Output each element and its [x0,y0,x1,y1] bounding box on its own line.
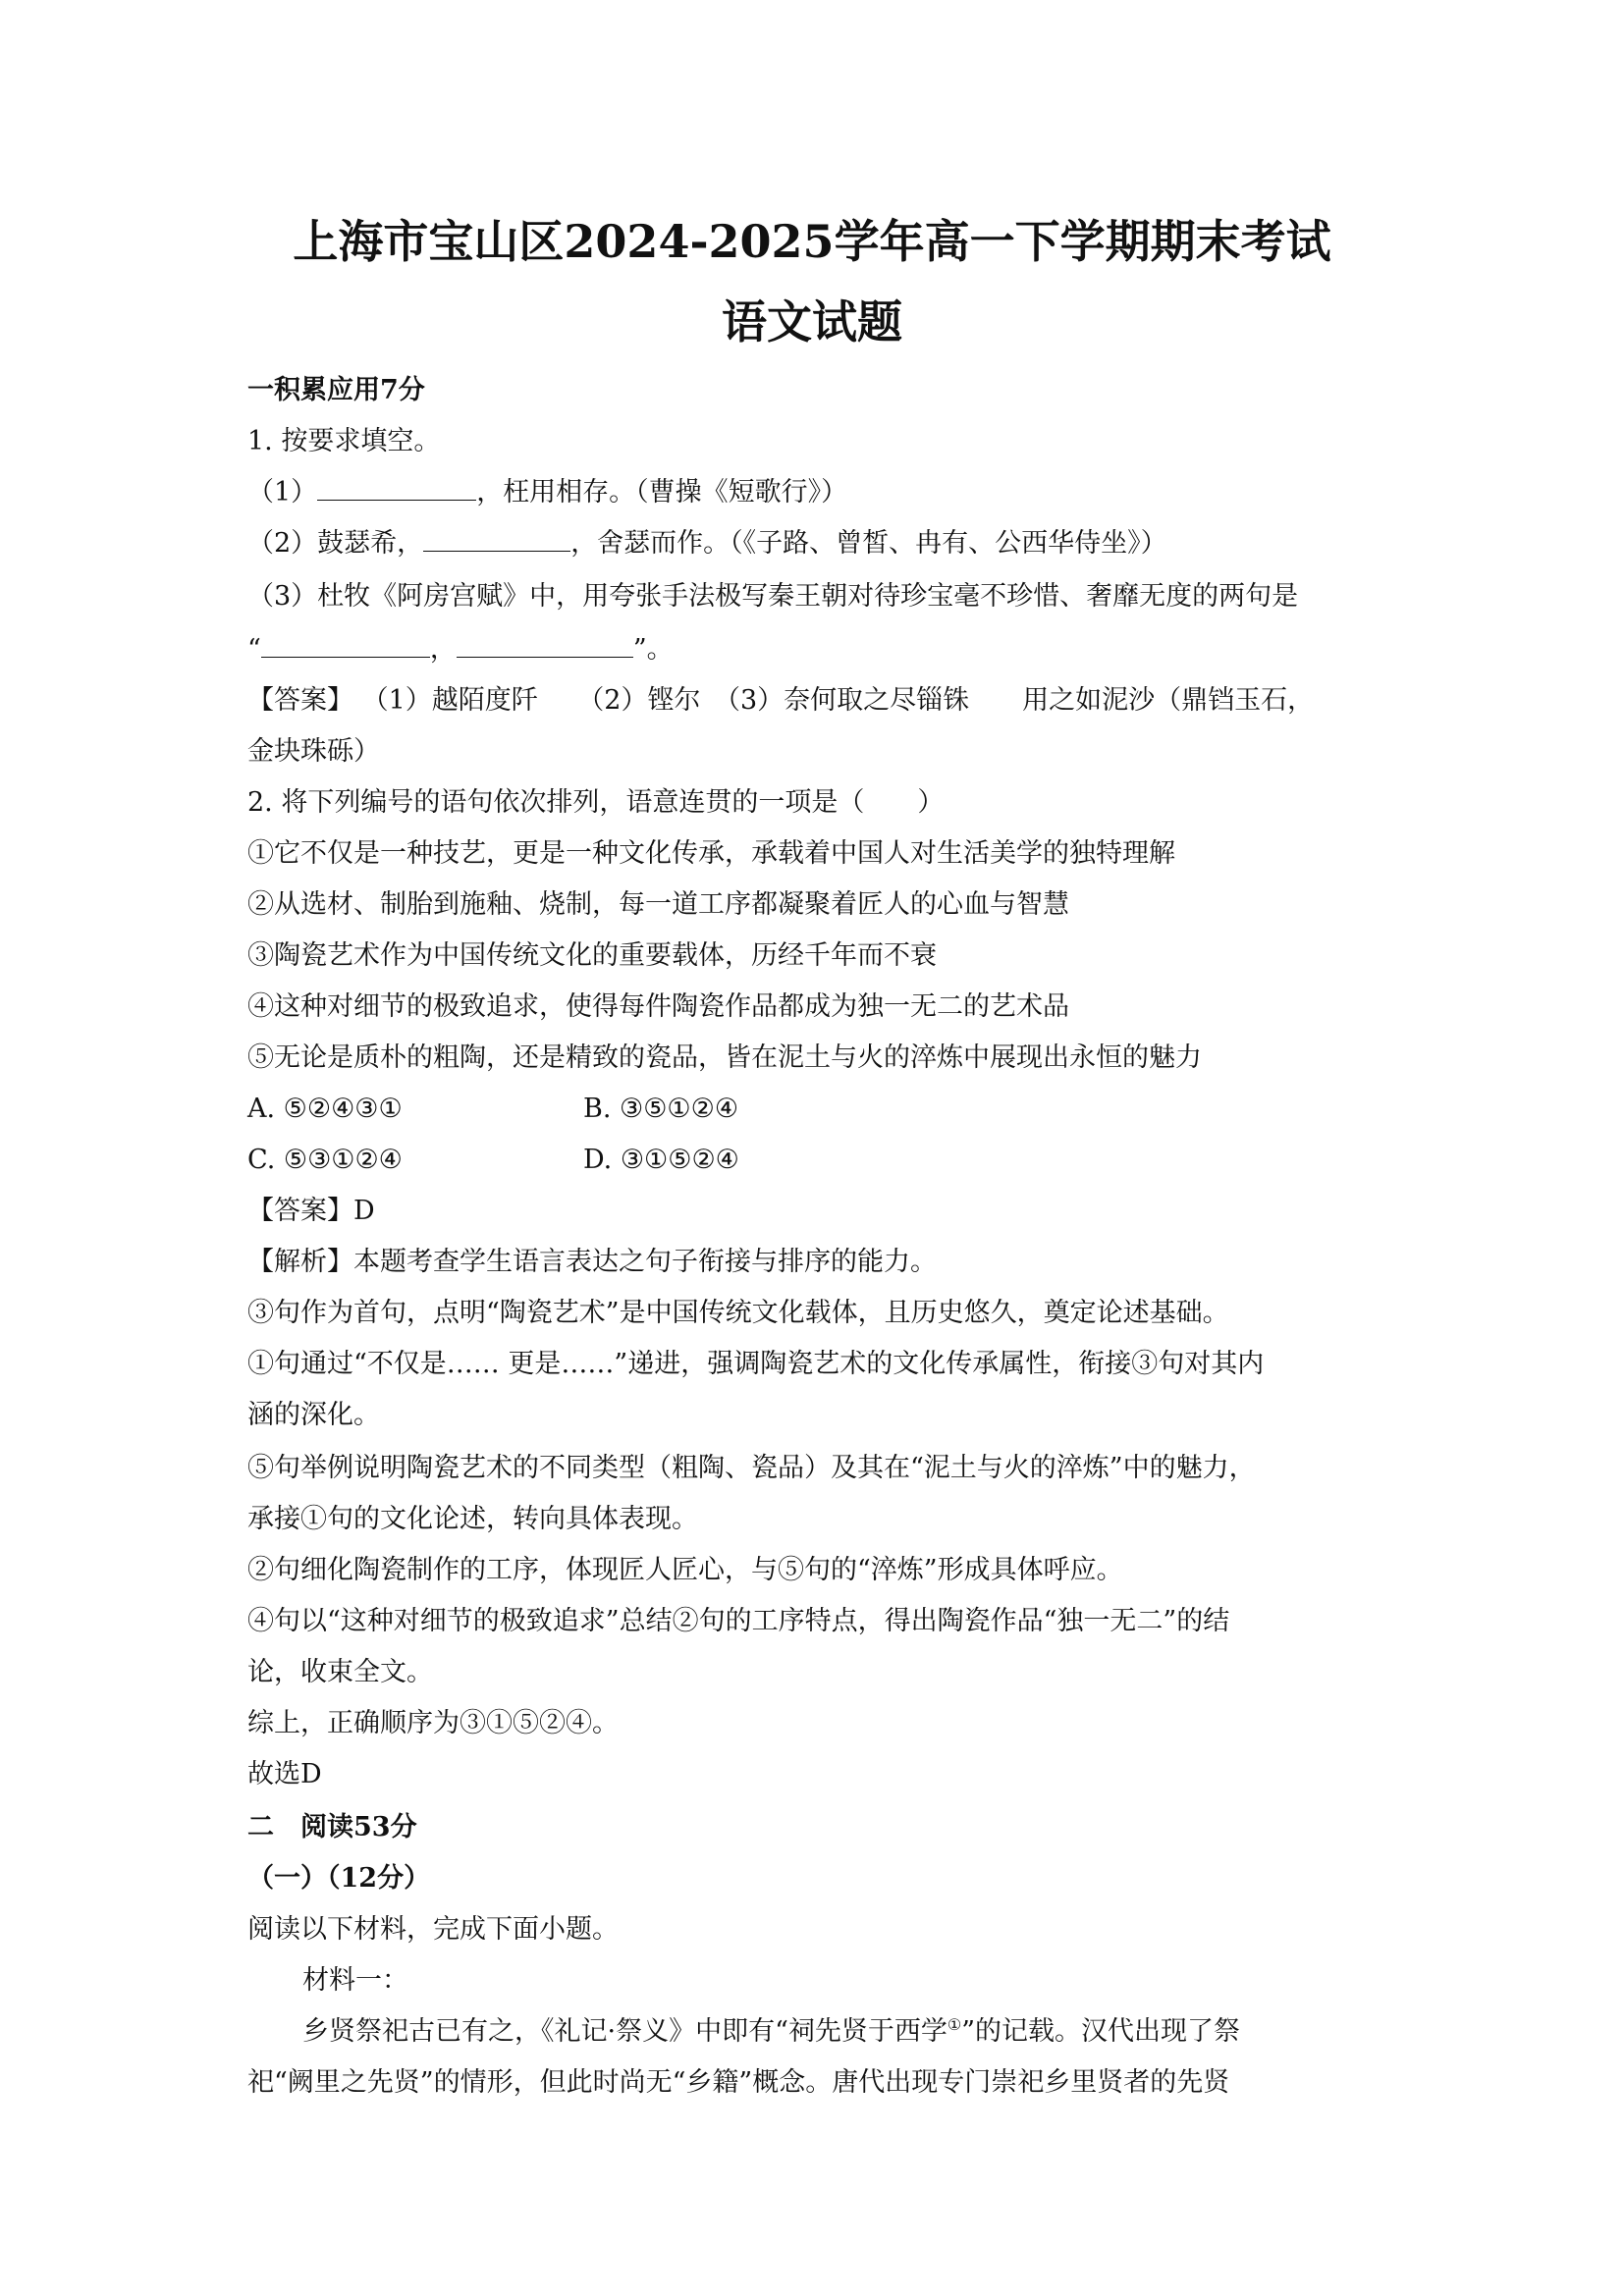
q2-analysis-line: 【解析】本题考查学生语言表达之句子衔接与排序的能力。 [247,1247,937,1277]
q1-blank-3[interactable] [261,631,430,658]
q2-analysis-line: 涵的深化。 [247,1400,380,1430]
q2-analysis-line: 故选D [247,1759,322,1789]
q1-answer-cont: 金块珠砾） [247,736,380,767]
q2-option-a: A. ⑤②④③① [247,1094,403,1124]
material-1-paragraph-cont: 祀“阙里之先贤”的情形，但此时尚无“乡籍”概念。唐代出现专门崇祀乡里贤者的先贤 [247,2067,1230,2098]
q1-blank-2[interactable] [423,525,570,552]
q2-analysis-line: ②句细化陶瓷制作的工序，体现匠人匠心，与⑤句的“淬炼”形成具体呼应。 [247,1555,1123,1585]
q2-sentence-3: ③陶瓷艺术作为中国传统文化的重要载体，历经千年而不衰 [247,940,937,971]
q2-analysis-line: ③句作为首句，点明“陶瓷艺术”是中国传统文化载体，且历史悠久，奠定论述基础。 [247,1298,1229,1328]
reading-intro: 阅读以下材料，完成下面小题。 [247,1914,619,1945]
q1-item-1: （1） ，枉用相存。（曹操《短歌行》） [247,473,847,512]
section-1-heading: 一积累应用7分 [247,375,425,405]
q1-answer: 【答案】 （1）越陌度阡 （2）铿尔 （3）奈何取之尽锱铢 用之如泥沙（鼎铛玉石， [247,685,1315,716]
q2-analysis-line: ⑤句举例说明陶瓷艺术的不同类型（粗陶、瓷品）及其在“泥土与火的淬炼”中的魅力， [247,1453,1256,1483]
q2-analysis-line: 论，收束全文。 [247,1657,433,1687]
section-2-heading: 二 阅读53分 [247,1812,417,1842]
q2-sentence-2: ②从选材、制胎到施釉、烧制，每一道工序都凝聚着匠人的心血与智慧 [247,889,1069,920]
material-1-paragraph: 乡贤祭祀古已有之，《礼记·祭义》中即有“祠先贤于西学①”的记载。汉代出现了祭 [302,2015,1241,2047]
part-1-heading: （一）（12分） [247,1863,431,1894]
q1-item-2: （2）鼓瑟希， ，舍瑟而作。（《子路、曾皙、冉有、公西华侍坐》） [247,524,1167,563]
q1-blank-4[interactable] [457,631,633,658]
q2-analysis-line: 承接①句的文化论述，转向具体表现。 [247,1504,698,1534]
q2-analysis-line: 综上，正确顺序为③①⑤②④。 [247,1708,619,1738]
q1-item-3: （3）杜牧《阿房宫赋》中，用夸张手法极写秦王朝对待珍宝毫不珍惜、奢靡无度的两句是 [247,581,1299,612]
q2-option-d: D. ③①⑤②④ [583,1145,739,1175]
q2-option-c: C. ⑤③①②④ [247,1145,403,1175]
q2-answer: 【答案】D [247,1196,375,1226]
q2-sentence-5: ⑤无论是质朴的粗陶，还是精致的瓷品，皆在泥土与火的淬炼中展现出永恒的魅力 [247,1042,1202,1073]
material-1-label: 材料一： [302,1965,408,1996]
q2-analysis-line: ①句通过“不仅是…… 更是……”递进，强调陶瓷艺术的文化传承属性，衔接③句对其内 [247,1349,1265,1379]
q2-sentence-1: ①它不仅是一种技艺，更是一种文化传承，承载着中国人对生活美学的独特理解 [247,838,1175,869]
q1-item-3-blanks: “ ， ”。 [247,630,674,669]
q1-stem: 1. 按要求填空。 [247,426,441,456]
footnote-marker: ① [947,2015,962,2034]
q2-sentence-4: ④这种对细节的极致追求，使得每件陶瓷作品都成为独一无二的艺术品 [247,991,1069,1022]
page-subtitle: 语文试题 [722,295,902,348]
q2-option-b: B. ③⑤①②④ [583,1094,739,1124]
page-title: 上海市宝山区2024-2025学年高一下学期期末考试 [293,215,1331,268]
q2-stem: 2. 将下列编号的语句依次排列，语意连贯的一项是（ ） [247,787,945,818]
q2-analysis-line: ④句以“这种对细节的极致追求”总结②句的工序特点，得出陶瓷作品“独一无二”的结 [247,1606,1230,1636]
q1-blank-1[interactable] [317,474,476,501]
